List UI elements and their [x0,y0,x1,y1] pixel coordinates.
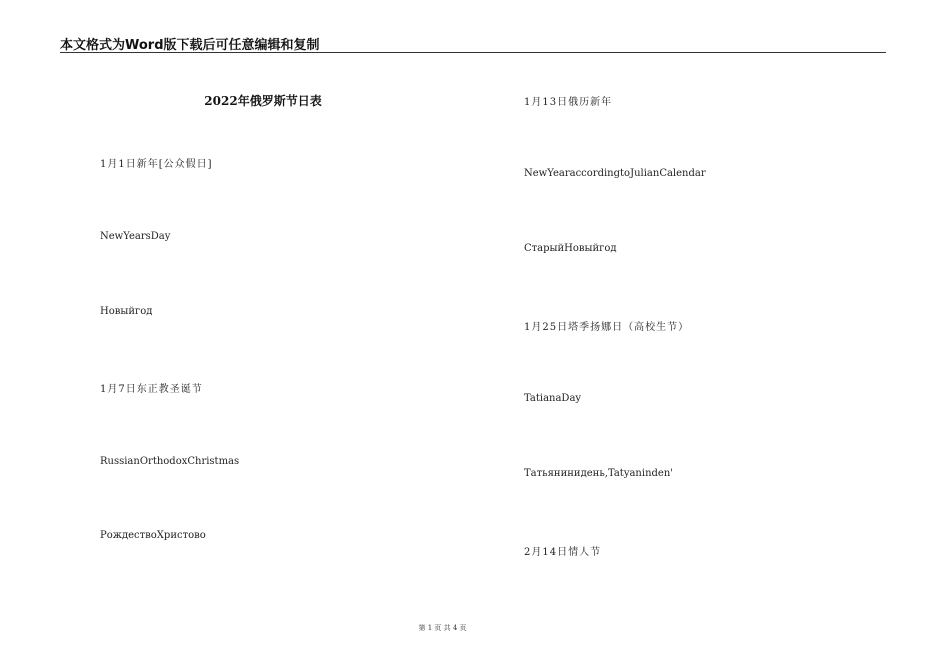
holiday-english-old-new-year: NewYearaccordingtoJulianCalendar [524,168,706,179]
page-footer: 第 1 页 共 4 页 [418,624,467,632]
holiday-english-new-year: NewYearsDay [100,231,171,242]
holiday-date-orthodox-christmas: 1月7日东正教圣诞节 [100,384,203,395]
document-title: 2022年俄罗斯节日表 [204,94,322,108]
holiday-russian-new-year: Новыйгод [100,306,153,317]
holiday-russian-old-new-year: СтарыйНовыйгод [524,243,617,254]
holiday-date-valentines-day: 2月14日情人节 [524,547,602,558]
holiday-english-tatiana-day: TatianaDay [524,393,582,404]
holiday-date-old-new-year: 1月13日俄历新年 [524,97,613,108]
holiday-russian-tatiana-day: Татьянинидень,Tatyaninden' [524,468,674,479]
holiday-date-tatiana-day: 1月25日塔季扬娜日（高校生节） [524,322,690,333]
header-text: 本文格式为Word版下载后可任意编辑和复制 [60,38,320,53]
holiday-russian-orthodox-christmas: РождествоХристово [100,530,206,541]
page-header [60,34,886,53]
holiday-english-orthodox-christmas: RussianOrthodoxChristmas [100,456,240,467]
holiday-date-new-year: 1月1日新年[公众假日] [100,159,213,170]
